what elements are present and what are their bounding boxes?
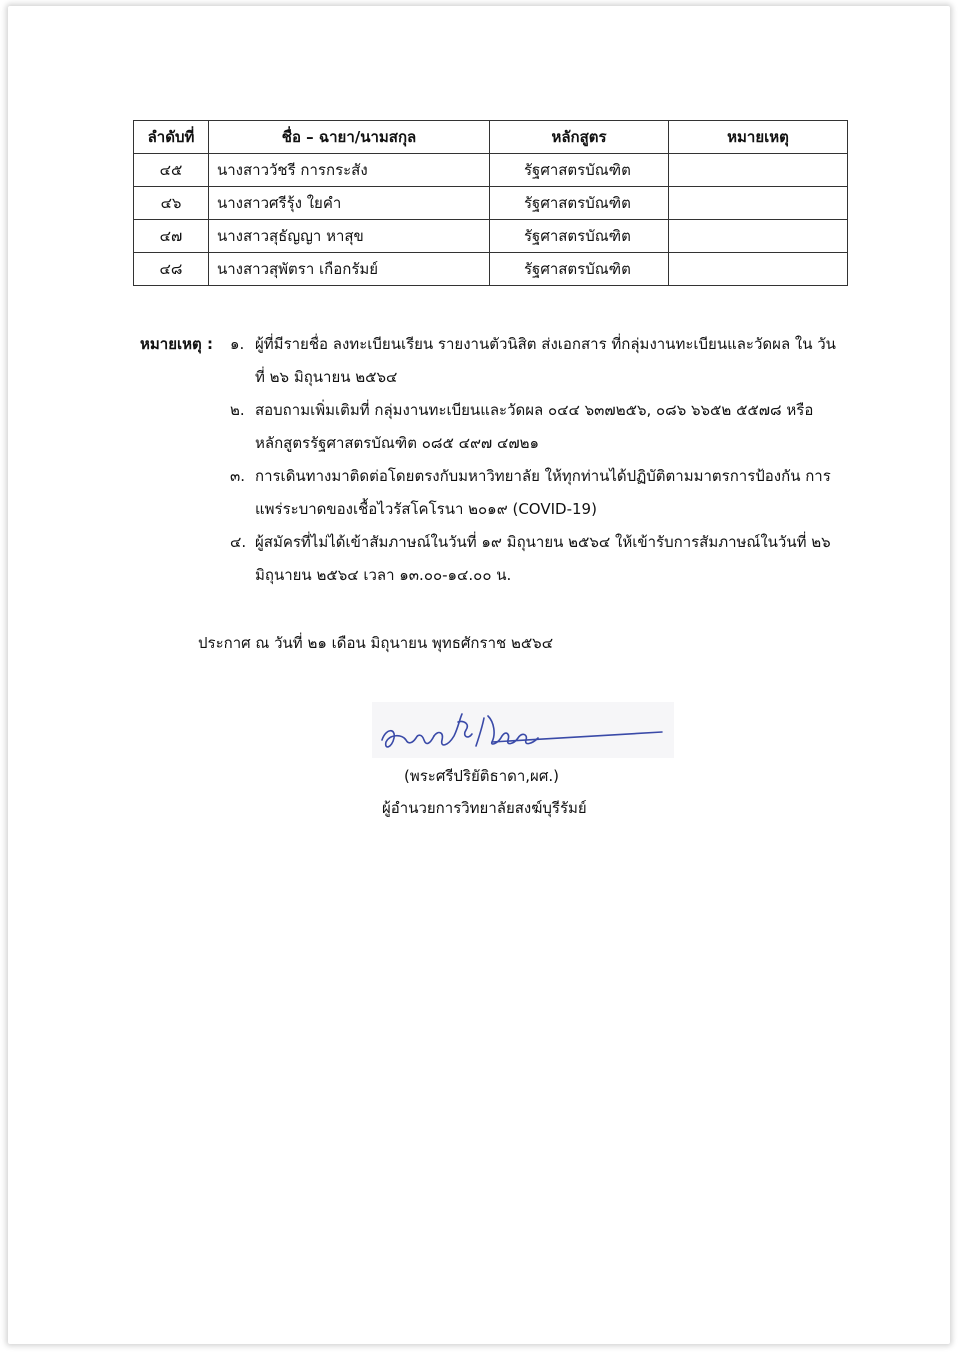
row-course: รัฐศาสตรบัณฑิต	[490, 187, 669, 220]
row-name: นางสาววัชรี การกระสัง	[209, 154, 490, 187]
row-note	[669, 187, 848, 220]
remark-text: ผู้สมัครที่ไม่ได้เข้าสัมภาษณ์ในวันที่ ๑๙ มิถุนายน ๒๕๖๔ ให้เข้ารับการสัมภาษณ์ในวันที่ ๒๖ มิถุนายน ๒๕๖๔ เวลา ๑๓.๐๐-๑๔.๐๐ น.	[255, 533, 831, 584]
header-course: หลักสูตร	[490, 121, 669, 154]
row-note	[669, 220, 848, 253]
header-order: ลำดับที่	[134, 121, 209, 154]
header-name: ชื่อ – ฉายา/นามสกุล	[209, 121, 490, 154]
student-list-table	[133, 120, 848, 286]
row-course: รัฐศาสตรบัณฑิต	[490, 154, 669, 187]
row-course: รัฐศาสตรบัณฑิต	[490, 253, 669, 286]
table-row	[134, 253, 848, 286]
remark-item	[230, 328, 842, 394]
row-number: ๔๕	[134, 154, 209, 187]
table-row	[134, 154, 848, 187]
table-header-row	[134, 121, 848, 154]
remark-text: สอบถามเพิ่มเติมที่ กลุ่มงานทะเบียนและวัดผล ๐๔๔ ๖๓๗๒๕๖, ๐๘๖ ๖๖๕๒ ๕๕๗๘ หรือหลักสูตรรัฐศาสตรบัณฑิต ๐๘๕ ๔๙๗ ๔๗๒๑	[255, 401, 814, 452]
row-number: ๔๖	[134, 187, 209, 220]
remark-number: ๒.	[230, 401, 245, 419]
remark-text: ผู้ที่มีรายชื่อ ลงทะเบียนเรียน รายงานตัวนิสิต ส่งเอกสาร ที่กลุ่มงานทะเบียนและวัดผล ใน วันที่ ๒๖ มิถุนายน ๒๕๖๔	[255, 335, 836, 386]
signer-name: (พระศรีปริยัติธาดา,ผศ.)	[404, 767, 559, 785]
signature-image	[372, 700, 674, 760]
remark-item	[230, 526, 842, 592]
row-name: นางสาวศรีรุ้ง ใยคำ	[209, 187, 490, 220]
remark-item	[230, 460, 842, 526]
table-row	[134, 220, 848, 253]
remarks-label: หมายเหตุ :	[140, 335, 213, 353]
row-number: ๔๗	[134, 220, 209, 253]
remark-number: ๔.	[230, 533, 247, 551]
row-note	[669, 154, 848, 187]
header-note: หมายเหตุ	[669, 121, 848, 154]
row-number: ๔๘	[134, 253, 209, 286]
remark-number: ๓.	[230, 467, 246, 485]
remark-text: การเดินทางมาติดต่อโดยตรงกับมหาวิทยาลัย ให้ทุกท่านได้ปฏิบัติตามมาตรการป้องกัน การแพร่ระบาดของเชื้อไวรัสโคโรนา ๒๐๑๙ (COVID-19)	[255, 467, 831, 518]
remark-number: ๑.	[230, 335, 245, 353]
row-name: นางสาวสุพัตรา เกือกรัมย์	[209, 253, 490, 286]
signer-title: ผู้อำนวยการวิทยาลัยสงฆ์บุรีรัมย์	[382, 799, 587, 817]
remark-item	[230, 394, 842, 460]
announcement-date: ประกาศ ณ วันที่ ๒๑ เดือน มิถุนายน พุทธศักราช ๒๕๖๔	[198, 634, 554, 652]
row-name: นางสาวสุธัญญา หาสุข	[209, 220, 490, 253]
table-row	[134, 187, 848, 220]
row-note	[669, 253, 848, 286]
row-course: รัฐศาสตรบัณฑิต	[490, 220, 669, 253]
